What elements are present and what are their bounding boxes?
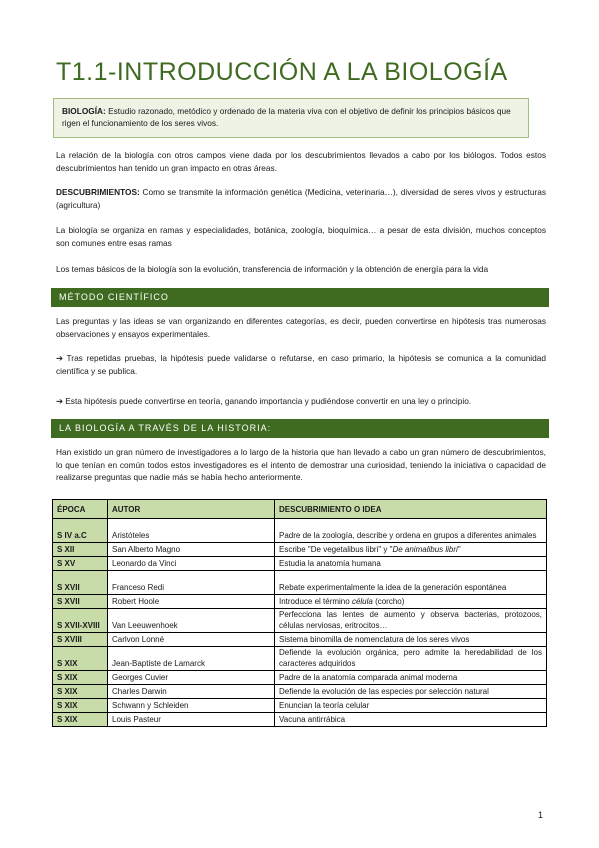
- cell-epoca: S XII: [53, 543, 108, 557]
- discoveries-text: Como se transmite la información genética (Medicina, veterinaria…), diversidad de seres vivos y estructuras (agricultura): [56, 187, 546, 210]
- section-heading-scientific-method: MÉTODO CIENTÍFICO: [51, 288, 549, 307]
- method-paragraph-2: ➔ Tras repetidas pruebas, la hipótesis puede validarse o refutarse, en caso primario, la hipótesis se comunica a la comunidad científica y se publica.: [56, 353, 546, 376]
- cell-idea: [275, 595, 547, 609]
- cell-idea: Padre de la zoología, describe y ordena en grupos a diferentes animales: [275, 519, 547, 543]
- cell-epoca: S XVII-XVIII: [53, 609, 108, 633]
- cell-idea: Defiende la evolución orgánica, pero admite la heredabilidad de los caracteres adquiridos: [275, 647, 547, 671]
- table-row: [53, 633, 547, 647]
- definition-term: BIOLOGÍA:: [62, 106, 106, 116]
- cell-epoca: S XIX: [53, 699, 108, 713]
- cell-epoca: S XIX: [53, 647, 108, 671]
- cell-autor: Louis Pasteur: [108, 713, 275, 727]
- intro-paragraph-2: [56, 186, 546, 211]
- history-table: [52, 499, 547, 727]
- idea-text: Introduce el término: [279, 596, 352, 606]
- header-autor: AUTOR: [108, 500, 275, 519]
- cell-autor: Charles Darwin: [108, 685, 275, 699]
- cell-autor: Aristóteles: [108, 519, 275, 543]
- table-row: [53, 685, 547, 699]
- cell-autor: Jean-Baptiste de Lamarck: [108, 647, 275, 671]
- table-row: [53, 543, 547, 557]
- table-row: [53, 671, 547, 685]
- table-row: [53, 557, 547, 571]
- cell-idea: Rebate experimentalmente la idea de la generación espontánea: [275, 571, 547, 595]
- cell-idea: Defiende la evolución de las especies por selección natural: [275, 685, 547, 699]
- cell-epoca: S XIX: [53, 671, 108, 685]
- header-idea: DESCUBRIMIENTO O IDEA: [275, 500, 547, 519]
- cell-idea: Padre de la anatomía comparada animal moderna: [275, 671, 547, 685]
- cell-autor: Schwann y Schleiden: [108, 699, 275, 713]
- cell-autor: San Alberto Magno: [108, 543, 275, 557]
- history-paragraph: Han existido un gran número de investigadores a lo largo de la historia que han llevado a cabo un gran número de descubrimientos, lo que tenían en común todos estos investigadores es el intento de demostrar una curiosidad, teniendo la iniciativa o capacidad de realizarse preguntas que nadie más se había hecho anteriormente.: [56, 447, 546, 482]
- table-row: [53, 519, 547, 543]
- cell-epoca: S XVII: [53, 571, 108, 595]
- cell-idea: Enuncian la teoría celular: [275, 699, 547, 713]
- cell-epoca: S XV: [53, 557, 108, 571]
- table-row: [53, 647, 547, 671]
- cell-epoca: S XVIII: [53, 633, 108, 647]
- cell-idea: Estudia la anatomía humana: [275, 557, 547, 571]
- cell-autor: Georges Cuvier: [108, 671, 275, 685]
- page-number: 1: [538, 810, 544, 820]
- table-row: [53, 595, 547, 609]
- cell-autor: Leonardo da Vinci: [108, 557, 275, 571]
- cell-autor: Robert Hoole: [108, 595, 275, 609]
- method-paragraph-1: Las preguntas y las ideas se van organizando en diferentes categorías, es decir, pueden convertirse en hipótesis tras numerosas observaciones y ensayos experimentales.: [56, 316, 546, 339]
- cell-idea: Vacuna antirrábica: [275, 713, 547, 727]
- cell-autor: Carlvon Lonné: [108, 633, 275, 647]
- cell-epoca: S XIX: [53, 713, 108, 727]
- method-paragraph-3: ➔ Esta hipótesis puede convertirse en teoría, ganando importancia y pudiéndose convertir en una ley o principio.: [56, 396, 472, 406]
- cell-idea: [275, 543, 547, 557]
- idea-text-end: (corcho): [372, 596, 405, 606]
- table-row: [53, 571, 547, 595]
- section-heading-history: LA BIOLOGÍA A TRAVÉS DE LA HISTORIA:: [51, 419, 549, 438]
- cell-idea: Perfecciona las lentes de aumento y observa bacterias, protozoos, células nerviosas, eritrocitos…: [275, 609, 547, 633]
- definition-box: [53, 98, 529, 138]
- idea-text: Escribe "De vegetalibus libri" y ": [279, 544, 393, 554]
- table-row: [53, 699, 547, 713]
- definition-text: Estudio razonado, metódico y ordenado de la materia viva con el objetivo de definir los principios básicos que rigen el funcionamiento de los seres vivos.: [62, 106, 511, 128]
- cell-autor: Franceso Redi: [108, 571, 275, 595]
- cell-epoca: S XVII: [53, 595, 108, 609]
- table-body: [53, 519, 547, 727]
- discoveries-label: DESCUBRIMIENTOS:: [56, 187, 140, 197]
- idea-italic-text: célula: [351, 596, 373, 606]
- cell-autor: Van Leeuwenhoek: [108, 609, 275, 633]
- cell-idea: Sistema binomilla de nomenclatura de los seres vivos: [275, 633, 547, 647]
- page-title: T1.1-INTRODUCCIÓN A LA BIOLOGÍA: [56, 58, 508, 86]
- intro-paragraph-1: La relación de la biología con otros campos viene dada por los descubrimientos llevados a cabo por los biólogos. Todos estos descubrimientos han tenido un gran impacto en otras áreas.: [56, 150, 546, 173]
- cell-epoca: S XIX: [53, 685, 108, 699]
- table-row: [53, 713, 547, 727]
- intro-paragraph-4: Los temas básicos de la biología son la evolución, transferencia de información y la obtención de energía para la vida: [56, 264, 489, 274]
- intro-paragraph-3: La biología se organiza en ramas y especialidades, botánica, zoología, bioquímica… a pesar de esta división, muchos conceptos son comunes entre esas ramas: [56, 225, 546, 248]
- idea-text-end: ": [457, 544, 461, 554]
- table-header-row: [53, 500, 547, 519]
- idea-italic-text: De animalibus libri: [392, 544, 458, 554]
- table-row: [53, 609, 547, 633]
- header-epoca: ÉPOCA: [53, 500, 108, 519]
- cell-epoca: S IV a.C: [53, 519, 108, 543]
